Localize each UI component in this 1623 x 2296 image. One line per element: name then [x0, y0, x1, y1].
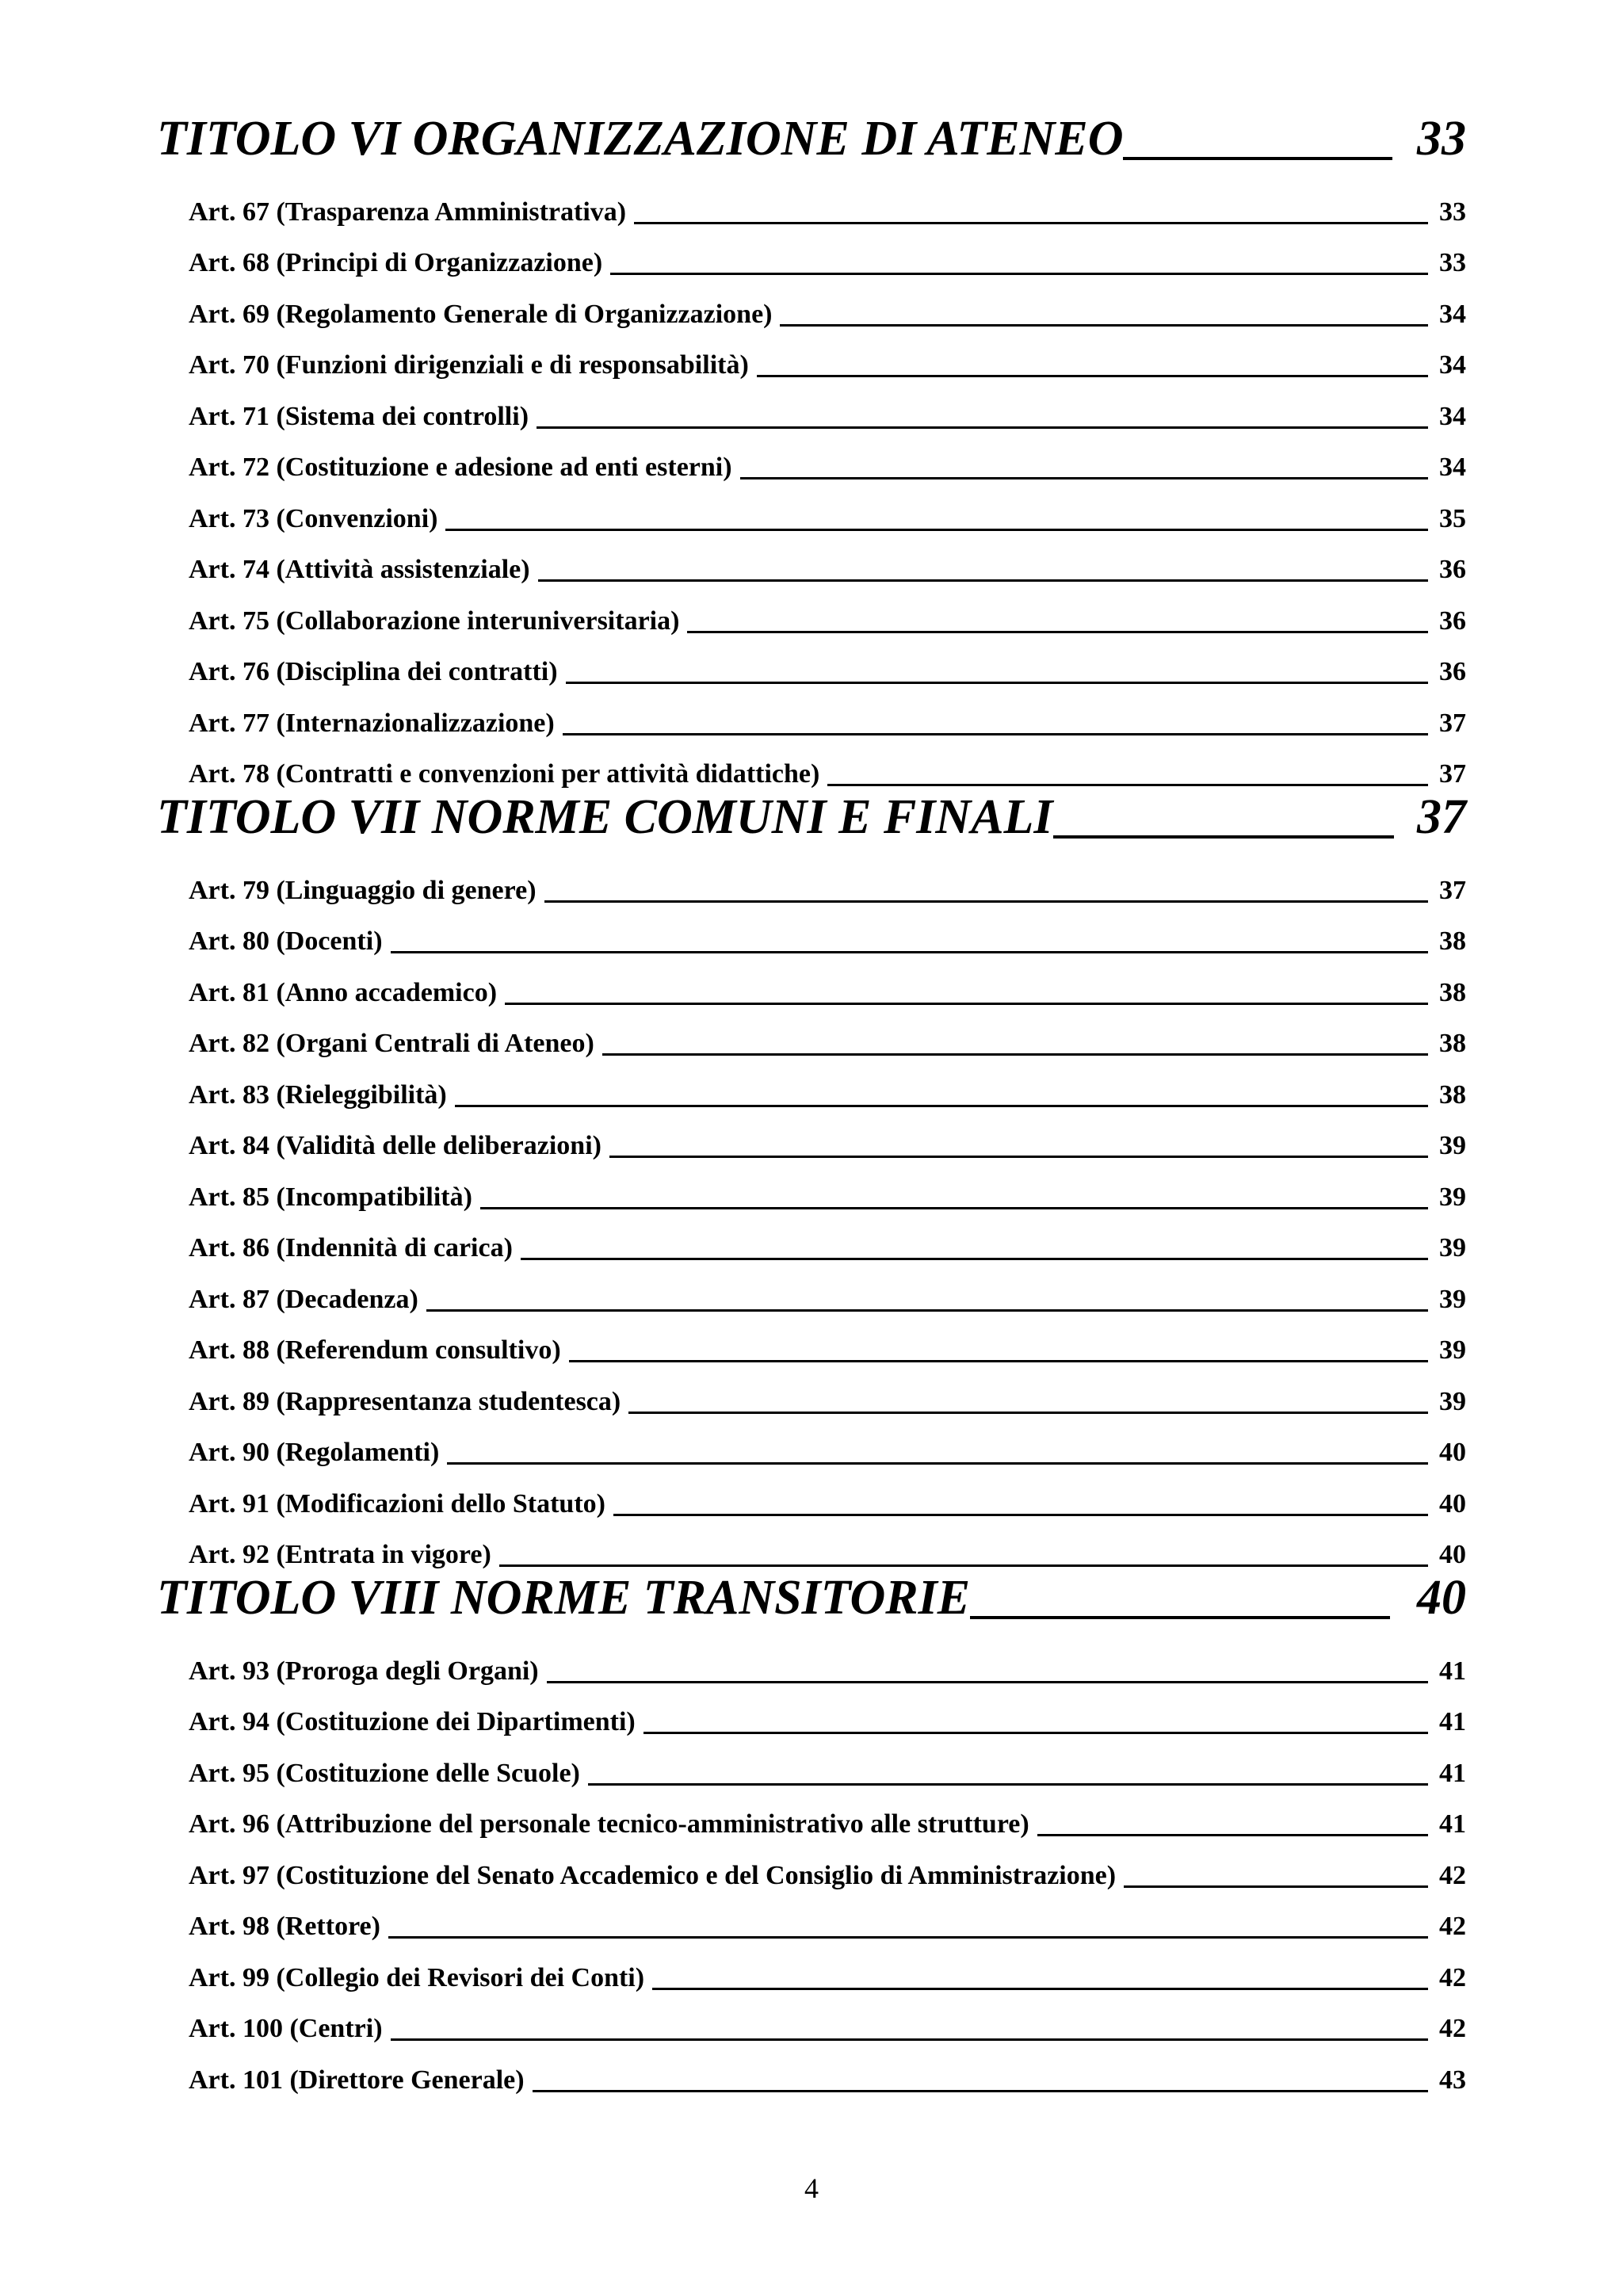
leader-line: [499, 1564, 1428, 1567]
toc-entry-label: Art. 88 (Referendum consultivo): [189, 1335, 561, 1365]
toc-entry[interactable]: [157, 904, 1466, 956]
toc-entry-label: Art. 85 (Incompatibilità): [189, 1182, 472, 1212]
toc-entry[interactable]: [157, 955, 1466, 1007]
toc-entry-page: 33: [1439, 248, 1466, 277]
toc-entry[interactable]: [157, 1262, 1466, 1313]
toc-entry-label: Art. 101 (Direttore Generale): [189, 2065, 525, 2095]
toc-entry-label: Art. 91 (Modificazioni dello Statuto): [189, 1488, 605, 1519]
leader-line: [652, 1988, 1428, 1990]
toc-entry[interactable]: [157, 635, 1466, 686]
leader-line: [426, 1309, 1428, 1312]
leader-line: [634, 222, 1428, 224]
toc-entry-page: 34: [1439, 453, 1466, 482]
toc-entry-label: Art. 99 (Collegio dei Revisori dei Conti): [189, 1962, 645, 1992]
toc-entry-label: Art. 71 (Sistema dei controlli): [189, 401, 529, 431]
toc-entry-page: 36: [1439, 657, 1466, 686]
toc-entry-label: Art. 73 (Convenzioni): [189, 503, 438, 533]
toc-entry-page: 39: [1439, 1386, 1466, 1416]
toc-entry-page: 41: [1439, 1707, 1466, 1736]
leader-line: [505, 1003, 1428, 1005]
section-title: TITOLO VIII NORME TRANSITORIE: [157, 1571, 971, 1625]
toc-entry[interactable]: [157, 277, 1466, 328]
toc-entry-label: Art. 82 (Organi Centrali di Ateneo): [189, 1029, 594, 1058]
toc-entry-page: 42: [1439, 1860, 1466, 1890]
toc-entry[interactable]: [157, 1736, 1466, 1787]
toc-entry[interactable]: [157, 737, 1466, 789]
toc-entry[interactable]: [157, 1787, 1466, 1839]
toc-entry-label: Art. 95 (Costituzione delle Scuole): [189, 1758, 580, 1788]
toc-entry[interactable]: [157, 1415, 1466, 1467]
toc-entry-label: Art. 89 (Rappresentanza studentesca): [189, 1386, 621, 1416]
toc-entry[interactable]: [157, 1057, 1466, 1109]
toc-entry-page: 41: [1439, 1758, 1466, 1788]
toc-entry-page: 34: [1439, 350, 1466, 380]
section-page-number: 37: [1417, 790, 1466, 844]
toc-entry-page: 38: [1439, 977, 1466, 1007]
leader-line: [1124, 1885, 1428, 1888]
toc-entry-label: Art. 69 (Regolamento Generale di Organizzazione): [189, 299, 773, 329]
toc-entry-page: 39: [1439, 1233, 1466, 1263]
leader-line: [602, 1053, 1428, 1056]
toc-entry-page: 42: [1439, 1962, 1466, 1992]
leader-line: [780, 324, 1428, 327]
toc-entry[interactable]: [157, 1838, 1466, 1889]
toc-entry-label: Art. 94 (Costituzione dei Dipartimenti): [189, 1707, 636, 1736]
leader-line: [588, 1783, 1428, 1786]
toc-entry-label: Art. 78 (Contratti e convenzioni per attività didattiche): [189, 759, 820, 789]
leader-line: [757, 375, 1428, 377]
toc-entry-label: Art. 67 (Trasparenza Amministrativa): [189, 197, 627, 227]
leader-line: [563, 733, 1428, 735]
toc-entry-page: 39: [1439, 1284, 1466, 1314]
leader-line: [391, 2038, 1428, 2041]
section-heading[interactable]: [157, 1571, 1466, 1625]
toc-entry-label: Art. 84 (Validità delle deliberazioni): [189, 1131, 601, 1160]
leader-line: [628, 1412, 1428, 1414]
toc-entry[interactable]: [157, 1889, 1466, 1941]
toc-entry-label: Art. 77 (Internazionalizzazione): [189, 708, 555, 738]
toc-entry-page: 39: [1439, 1182, 1466, 1212]
leader-line: [533, 2090, 1428, 2092]
toc-entry[interactable]: [157, 1685, 1466, 1736]
toc-entry[interactable]: [157, 1633, 1466, 1685]
toc-entry[interactable]: [157, 481, 1466, 533]
toc-entry[interactable]: [157, 853, 1466, 904]
toc-entry[interactable]: [157, 226, 1466, 277]
toc-entry-label: Art. 83 (Rieleggibilità): [189, 1079, 447, 1110]
section-title: TITOLO VI ORGANIZZAZIONE DI ATENEO: [157, 112, 1124, 166]
toc-entry-page: 39: [1439, 1131, 1466, 1160]
toc-entry-page: 37: [1439, 875, 1466, 905]
toc-entry-label: Art. 79 (Linguaggio di genere): [189, 875, 537, 905]
toc-entry[interactable]: [157, 1313, 1466, 1365]
toc-entry-label: Art. 80 (Docenti): [189, 926, 383, 956]
leader-line: [1037, 1834, 1428, 1836]
leader-line: [1123, 157, 1392, 160]
toc-entry-page: 37: [1439, 759, 1466, 789]
table-of-contents: [157, 112, 1466, 2095]
toc-entry-page: 38: [1439, 926, 1466, 956]
toc-entry-label: Art. 76 (Disciplina dei contratti): [189, 657, 558, 686]
leader-line: [569, 1360, 1428, 1362]
toc-entry[interactable]: [157, 533, 1466, 584]
leader-line: [566, 682, 1428, 684]
toc-entry-label: Art. 97 (Costituzione del Senato Accademico e del Consiglio di Amministrazione): [189, 1860, 1117, 1890]
leader-line: [447, 1462, 1428, 1465]
toc-entry[interactable]: [157, 1007, 1466, 1058]
toc-entry-page: 33: [1439, 197, 1466, 227]
toc-entry-label: Art. 87 (Decadenza): [189, 1284, 418, 1314]
toc-entry[interactable]: [157, 430, 1466, 482]
toc-entry-page: 39: [1439, 1335, 1466, 1365]
toc-entry[interactable]: [157, 1364, 1466, 1415]
leader-line: [455, 1105, 1428, 1107]
section-heading[interactable]: [157, 112, 1466, 166]
toc-entry[interactable]: [157, 1109, 1466, 1160]
toc-entry[interactable]: [157, 328, 1466, 380]
toc-entry-page: 34: [1439, 299, 1466, 329]
section-page-number: 40: [1417, 1571, 1466, 1625]
toc-entry[interactable]: [157, 1992, 1466, 2043]
leader-line: [643, 1732, 1428, 1734]
toc-entry-page: 40: [1439, 1438, 1466, 1467]
section-page-number: 33: [1417, 112, 1466, 166]
toc-entry[interactable]: [157, 174, 1466, 226]
toc-entry-page: 37: [1439, 708, 1466, 738]
toc-entry-label: Art. 93 (Proroga degli Organi): [189, 1656, 539, 1686]
leader-line: [687, 631, 1428, 633]
leader-line: [538, 579, 1428, 582]
toc-entry-label: Art. 68 (Principi di Organizzazione): [189, 248, 603, 277]
toc-entry-page: 36: [1439, 555, 1466, 584]
toc-entry-label: Art. 100 (Centri): [189, 2014, 383, 2043]
toc-entry-page: 35: [1439, 503, 1466, 533]
leader-line: [391, 951, 1428, 953]
leader-line: [970, 1616, 1390, 1619]
toc-entry-label: Art. 98 (Rettore): [189, 1912, 380, 1941]
toc-entry-page: 40: [1439, 1540, 1466, 1569]
leader-line: [544, 900, 1428, 903]
toc-entry-page: 42: [1439, 1912, 1466, 1941]
toc-entry-page: 38: [1439, 1029, 1466, 1058]
toc-entry-page: 41: [1439, 1809, 1466, 1839]
leader-line: [537, 426, 1428, 429]
toc-entry-label: Art. 75 (Collaborazione interuniversitaria): [189, 606, 680, 636]
toc-entry-page: 40: [1439, 1488, 1466, 1519]
page-number: 4: [804, 2172, 819, 2204]
toc-entry[interactable]: [157, 1159, 1466, 1211]
toc-entry[interactable]: [157, 2042, 1466, 2094]
toc-entry-label: Art. 90 (Regolamenti): [189, 1438, 440, 1467]
toc-entry-label: Art. 92 (Entrata in vigore): [189, 1540, 491, 1569]
toc-entry[interactable]: [157, 1940, 1466, 1992]
leader-line: [480, 1207, 1428, 1209]
toc-entry-page: 42: [1439, 2014, 1466, 2043]
toc-entry-page: 36: [1439, 606, 1466, 636]
leader-line: [613, 1514, 1428, 1516]
toc-entry-label: Art. 86 (Indennità di carica): [189, 1233, 513, 1263]
toc-entry[interactable]: [157, 379, 1466, 430]
leader-line: [610, 273, 1428, 275]
toc-entry[interactable]: [157, 1518, 1466, 1569]
toc-entry-page: 43: [1439, 2065, 1466, 2095]
toc-entry-page: 41: [1439, 1656, 1466, 1686]
toc-entry-page: 38: [1439, 1079, 1466, 1110]
leader-line: [740, 477, 1428, 479]
section-title: TITOLO VII NORME COMUNI E FINALI: [157, 790, 1053, 844]
leader-line: [547, 1681, 1428, 1683]
toc-entry-label: Art. 96 (Attribuzione del personale tecnico-amministrativo alle strutture): [189, 1809, 1029, 1839]
toc-entry[interactable]: [157, 1211, 1466, 1263]
toc-entry[interactable]: [157, 1466, 1466, 1518]
toc-entry[interactable]: [157, 686, 1466, 737]
leader-line: [445, 529, 1428, 531]
leader-line: [1053, 835, 1394, 839]
section-heading[interactable]: [157, 790, 1466, 844]
leader-line: [388, 1936, 1428, 1939]
toc-entry-page: 34: [1439, 401, 1466, 431]
toc-entry-label: Art. 74 (Attività assistenziale): [189, 555, 530, 584]
toc-entry-label: Art. 72 (Costituzione e adesione ad enti esterni): [189, 453, 732, 482]
leader-line: [609, 1156, 1428, 1158]
toc-entry-label: Art. 70 (Funzioni dirigenziali e di responsabilità): [189, 350, 749, 380]
toc-entry[interactable]: [157, 583, 1466, 635]
leader-line: [521, 1258, 1428, 1260]
toc-entry-label: Art. 81 (Anno accademico): [189, 977, 498, 1007]
leader-line: [827, 784, 1428, 786]
